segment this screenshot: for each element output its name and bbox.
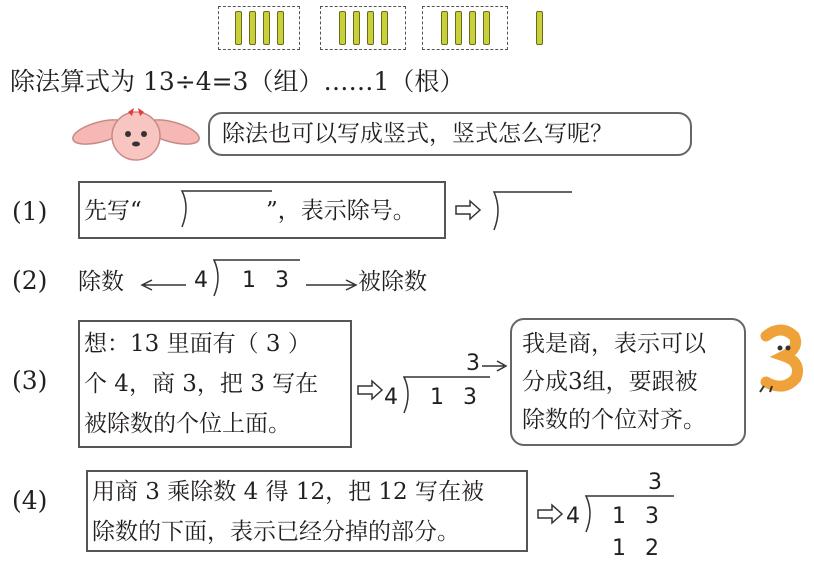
step4-line-1: 用商 3 乘除数 4 得 12，把 12 写在被 <box>92 479 484 505</box>
step3-dividend: 1 3 <box>430 385 483 410</box>
mascot-icon <box>72 106 202 166</box>
stick <box>455 11 462 45</box>
stick <box>277 11 284 45</box>
step4-product: 1 2 <box>612 536 665 561</box>
step2-divisor: 4 <box>194 268 208 293</box>
step3-bubble-line-3: 除数的个位对齐。 <box>522 407 706 433</box>
mascot-bubble-text: 除法也可以写成竖式，竖式怎么写呢？ <box>222 121 613 147</box>
stick <box>235 11 242 45</box>
stick-group-3 <box>422 6 508 50</box>
stick <box>263 11 270 45</box>
stick-group-1 <box>218 6 300 50</box>
step3-line-2: 个 4，商 3，把 3 写在 <box>84 371 319 397</box>
step4-label: (4) <box>12 486 48 515</box>
step3-divisor: 4 <box>384 385 398 410</box>
stick <box>441 11 448 45</box>
step3-label: (3) <box>12 366 48 395</box>
step1-box <box>78 181 446 239</box>
stick-group-2 <box>320 6 406 50</box>
step2-dividend: 1 3 <box>242 268 295 293</box>
step1-text-after: ”，表示除号。 <box>266 198 416 224</box>
division-bracket-icon <box>486 190 576 234</box>
number-three-character-icon <box>756 326 806 392</box>
mascot-speech-bubble <box>208 112 692 156</box>
arrow-right-icon <box>536 504 564 524</box>
step4-divisor: 4 <box>566 504 580 529</box>
remainder-stick <box>536 11 543 45</box>
step1-label: (1) <box>12 197 48 226</box>
step3-line-1: 想：13 里面有（ 3 ） <box>84 331 311 357</box>
arrow-right-icon <box>356 380 384 400</box>
stick <box>353 11 360 45</box>
step3-line-3: 被除数的个位上面。 <box>84 411 291 437</box>
step4-quotient: 3 <box>648 470 662 495</box>
left-arrow-icon <box>140 279 188 291</box>
stick <box>249 11 256 45</box>
step4-dividend: 1 3 <box>612 504 665 529</box>
step3-quotient: 3 <box>466 351 480 376</box>
stick <box>483 11 490 45</box>
step3-box <box>78 320 352 448</box>
stick <box>367 11 374 45</box>
arrow-right-icon <box>454 200 482 220</box>
step4-line-2: 除数的下面，表示已经分掉的部分。 <box>92 519 460 545</box>
step1-text-before: 先写“ <box>84 198 142 224</box>
step3-bubble-line-1: 我是商，表示可以 <box>522 331 706 357</box>
stick <box>339 11 346 45</box>
step3-speech-bubble <box>510 318 746 446</box>
right-arrow-icon <box>304 279 358 291</box>
step2-dividend-label: 被除数 <box>358 269 427 295</box>
quotient-arrow-icon <box>480 360 508 372</box>
step2-label: (2) <box>12 266 48 295</box>
step3-bubble-line-2: 分成3组，要跟被 <box>522 369 698 395</box>
step2-divisor-label: 除数 <box>78 269 124 295</box>
division-equation: 除法算式为 13÷4=3（组）……1（根） <box>10 67 465 96</box>
stick <box>469 11 476 45</box>
stick <box>381 11 388 45</box>
step4-box <box>86 470 528 552</box>
